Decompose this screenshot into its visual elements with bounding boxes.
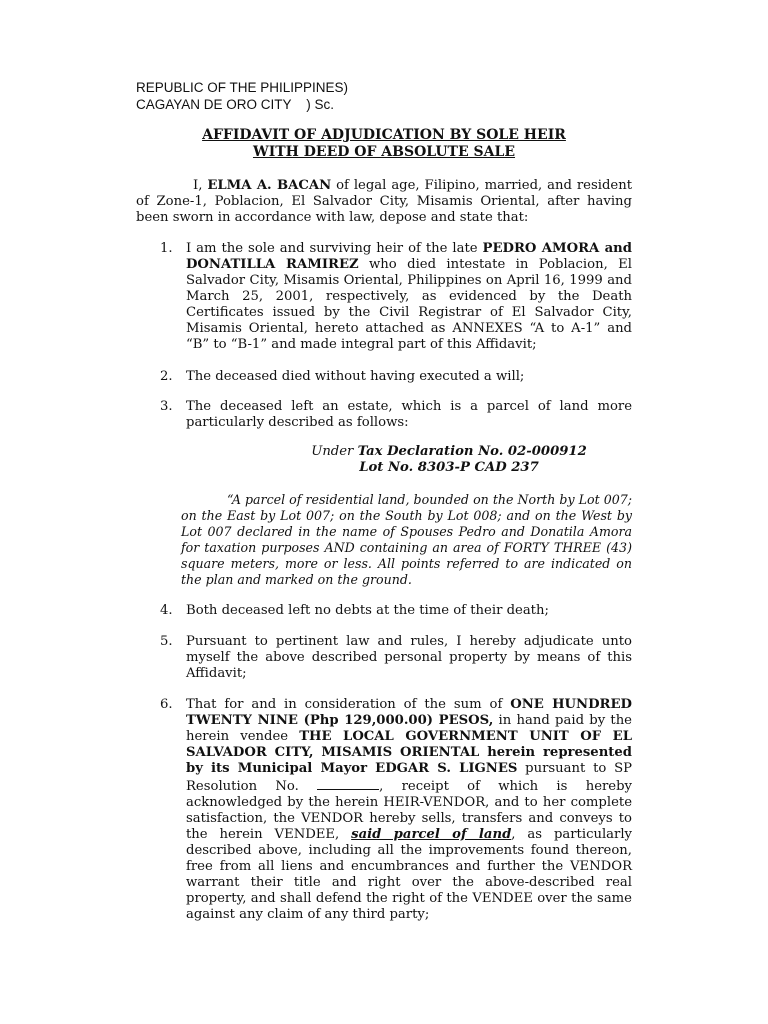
vendee-name: THE LOCAL GOVERNMENT UNIT OF EL SALVADOR CITY, MISAMIS ORIENTAL herein represented by its Municipal Mayor EDGAR S. LIGNES xyxy=(186,729,632,776)
list-item-3 xyxy=(160,399,632,431)
lot-number: Lot No. 8303-P CAD 237 xyxy=(359,460,539,475)
list-item-6 xyxy=(160,697,633,923)
price-amount: ONE HUNDRED TWENTY NINE (Php 129,000.00) PESOS, xyxy=(186,697,632,728)
list-item-5 xyxy=(160,634,632,682)
intro-pre: I, xyxy=(193,178,208,193)
item-number: 2. xyxy=(160,369,173,384)
item-text: That for and in consideration of the sum of xyxy=(186,697,511,712)
item-number: 5. xyxy=(160,634,173,649)
item-number: 4. xyxy=(160,603,173,618)
list-item-4 xyxy=(160,603,632,619)
intro-paragraph xyxy=(136,178,632,226)
document-title xyxy=(0,127,768,161)
item-number: 1. xyxy=(160,241,173,256)
item-text: who died intestate in Poblacion, El Salvador City, Misamis Oriental, Philippines on April 16, 1999 and March 25, 2001, respectively, as evidenced by the Death Certificates issued by the Civil Registrar of El Salvador City, Misamis Oriental, hereto attached as ANNEXES “A to A-1” and “B” to “B-1” and made integral part of this Affidavit; xyxy=(186,257,633,352)
under-label: Under xyxy=(311,444,358,459)
intro-post: of legal age, Filipino, married, and resident of Zone-1, Poblacion, El Salvador City, Misamis Oriental, after having been sworn in accordance with law, depose and state that: xyxy=(136,178,632,225)
title-line-2: WITH DEED OF ABSOLUTE SALE xyxy=(252,144,516,160)
item-text: Pursuant to pertinent law and rules, I hereby adjudicate unto myself the above described personal property by means of this Affidavit; xyxy=(186,634,632,681)
property-reference xyxy=(0,444,768,476)
affiant-name: ELMA A. BACAN xyxy=(207,178,332,193)
title-line-1: AFFIDAVIT OF ADJUDICATION BY SOLE HEIR xyxy=(202,127,566,143)
item-text: The deceased died without having executed a will; xyxy=(186,369,525,384)
deceased-names: PEDRO AMORA and DONATILLA RAMIREZ xyxy=(186,241,632,272)
lot-number-line xyxy=(130,460,768,476)
item-text: , receipt of which is hereby acknowledged by the herein HEIR-VENDOR, and to her complete satisfaction, the VENDOR hereby sells, transfers and conveys to the herein VENDEE, xyxy=(186,779,632,842)
property-description: “A parcel of residential land, bounded on the North by Lot 007; on the East by Lot 007; on the South by Lot 008; and on the West by Lot 007 declared in the name of Spouses Pedro and Donatila Amora for taxation purposes AND containing an area of FORTY THREE (43) square meters, more or less. All points referred to are indicated on the plan and marked on the ground. xyxy=(181,492,632,587)
item-number: 3. xyxy=(160,399,173,414)
item-text: The deceased left an estate, which is a parcel of land more particularly described as follows: xyxy=(186,399,632,430)
said-parcel-emphasis: said parcel of land xyxy=(351,827,512,842)
item-text: in hand paid by the herein vendee xyxy=(186,713,632,744)
tax-declaration-line xyxy=(130,444,768,460)
venue-city: CAGAYAN DE ORO CITY ) Sc. xyxy=(136,97,335,112)
item-text: , as particularly described above, including all the improvements found thereon, free from all liens and encumbrances and further the VENDOR warrant their title and right over the above-described real property, and shall defend the right of the VENDEE over the same against any claim of any third party; xyxy=(186,827,633,922)
tax-declaration-number: Tax Declaration No. 02-000912 xyxy=(357,444,587,459)
item-text: I am the sole and surviving heir of the late xyxy=(186,241,483,256)
item-text: pursuant to SP Resolution No. xyxy=(186,761,632,794)
list-item-1 xyxy=(160,241,633,353)
venue-republic: REPUBLIC OF THE PHILIPPINES) xyxy=(136,80,349,95)
item-number: 6. xyxy=(160,697,173,712)
resolution-number-blank xyxy=(317,777,379,790)
item-text: Both deceased left no debts at the time of their death; xyxy=(186,603,549,618)
list-item-2 xyxy=(160,369,632,385)
venue-block xyxy=(136,79,348,113)
